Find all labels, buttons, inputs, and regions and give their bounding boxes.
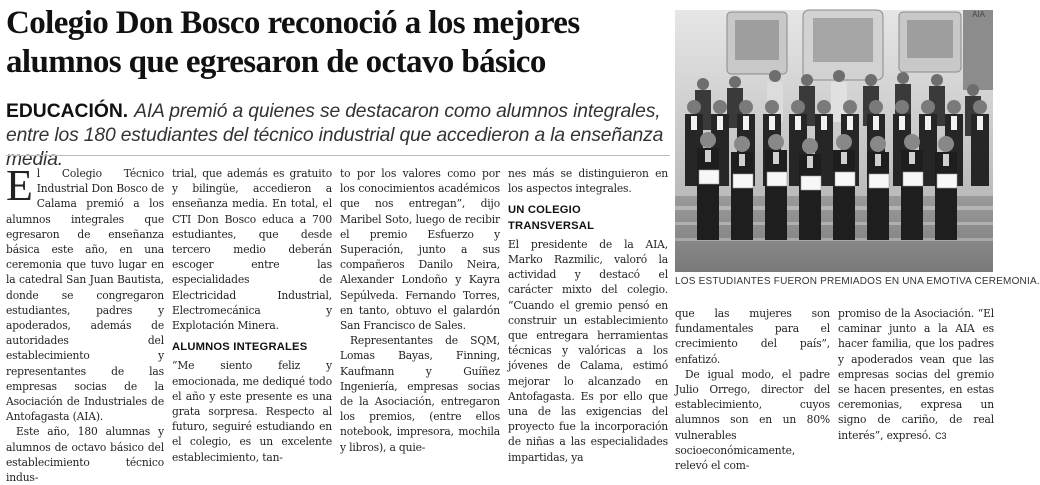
paragraph [838,306,994,444]
paragraph: que las mujeres son fundamentales para el crecimiento del país”, enfatizó. [675,307,830,366]
paragraph-text: l Colegio Técnico Industrial Don Bosco de Calama premió a los alumnos integrales que egresaron de enseñanza básica este año, en una ceremonia que tuvo lugar en la catedral San Juan Bautista, donde se congregaron estudiantes, padres y apoderados, además de autoridades del establecimiento y representantes de las empresas socias de la Asociación de Industriales de Antofagasta (AIA). [6,167,164,424]
deck [6,100,671,172]
headline-line-2: alumnos que egresaron de octavo básico [6,44,546,80]
ceremony-photo [675,10,993,272]
paragraph [6,161,164,424]
paragraph: to por los valores como por los conocimientos académicos que nos entregan”, dijo Maribel Soto, luego de recibir el premio Esfuerzo y Superación, junto a sus compañeros Danilo Neira, Alexander Londoño y Kayra Sepúlveda. Fernando Torres, en tanto, obtuvo el galardón San Francisco de Sales. [340,167,500,333]
ceremony-photo-illustration [675,10,993,272]
article-column-4 [508,166,668,465]
photo-caption: LOS ESTUDIANTES FUERON PREMIADOS EN UNA EMOTIVA CEREMONIA. [675,276,1040,287]
paragraph: Este año, 180 alumnas y alumnos de octavo básico del establecimiento técnico indus- [6,425,164,485]
paragraph: Representantes de SQM, Lomas Bayas, Finning, Kaufmann y Guíñez Ingeniería, empresas socias de la Asociación, entregaron los premios, (entre ellos notebook, impresora, mochila y libros), a quie- [340,334,500,454]
paragraph-text: promiso de la Asociación. “El caminar junto a la AIA es hacer familia, que los padres y apoderados vean que las empresas socias del gremio se hacen presentes, en estas ceremonias, expresa un signo de cariño, de real interés”, expresó. [838,307,994,442]
paragraph: trial, que además es gratuito y bilingüe, accedieron a enseñanza media. En total, el CTI Don Bosco educa a 700 estudiantes, que desde tercero medio deberán escoger entre las especialidades de Electricidad Industrial, Electromecánica y Explotación Minera. [172,167,332,333]
photo-credit: AIA [972,10,985,19]
article-column-5 [675,306,830,473]
drop-cap: E [6,161,33,210]
divider [6,155,670,156]
article-column-2 [172,166,332,465]
section-kicker: EDUCACIÓN. [6,101,129,122]
article-column-3 [340,166,500,455]
end-mark: C3 [935,430,947,441]
subheading-alumnos-integrales: ALUMNOS INTEGRALES [172,341,308,354]
subheading-un-colegio-transversal: UN COLEGIO TRANSVERSAL [508,204,595,232]
paragraph: nes más se distinguieron en los aspectos integrales. [508,167,668,196]
paragraph: De igual modo, el padre Julio Orrego, director del establecimiento, cuyos alumnos son en un 80% vulnerables socioeconómicamente, relevó el com- [675,367,830,473]
headline-line-1: Colegio Don Bosco reconoció a los mejores [6,5,580,41]
paragraph: El presidente de la AIA, Marko Razmilic, valoró la actividad y destacó el carácter mixto del colegio. “Cuando el gremio pensó en construir un establecimiento que entregara herramientas técnicas y valóricas a los jóvenes de Calama, estimó mejorar lo alcanzado en Antofagasta. Es por ello que una de las exigencias del proyecto fue la incorporación de niñas a las especialidades impartidas, ya [508,237,668,464]
article-column-6 [838,306,994,444]
headline [6,4,666,82]
article-column-1 [6,161,164,485]
paragraph: “Me siento feliz y emocionada, me dediqué todo el año y este presente es una grata sorpresa. Respecto al futuro, seguiré estudiando en el colegio, es un excelente establecimiento, tan- [172,359,332,464]
deck-text: AIA premió a quienes se destacaron como alumnos integrales, entre los 180 estudiantes del técnico industrial que accedieron a la enseñanza media. [6,101,664,170]
